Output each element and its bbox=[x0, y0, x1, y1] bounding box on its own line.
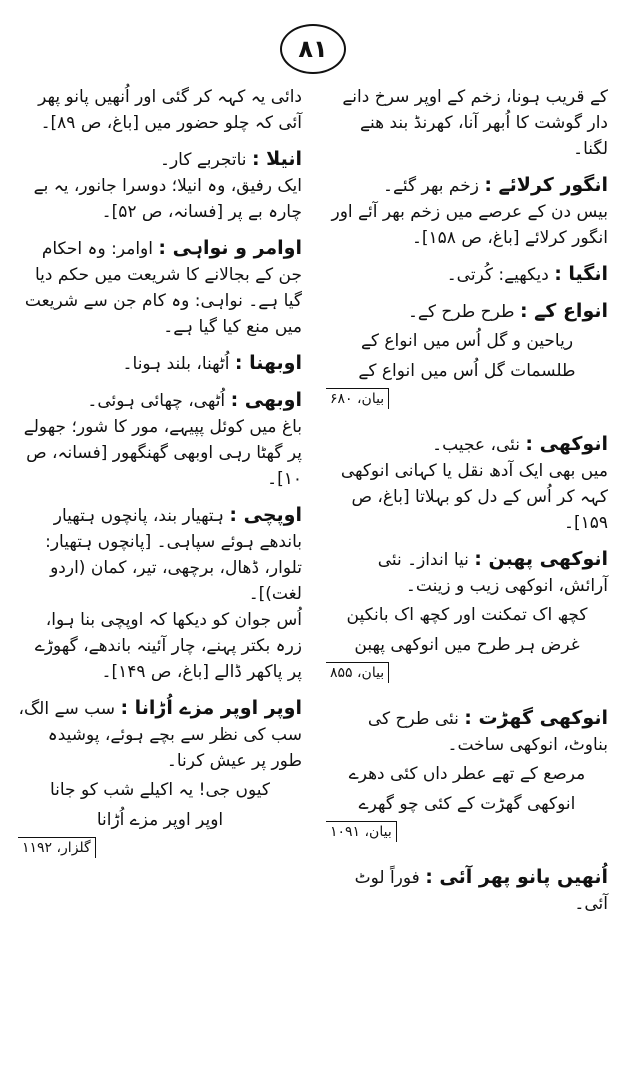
entry-definition: دائی یہ کہہ کر گئی اور اُنھیں پانو پھر آئی کہ چلو حضور میں [باغ، ص ۸۹]۔ bbox=[38, 87, 302, 133]
entry bbox=[326, 705, 608, 854]
entry-headword: انگیا : bbox=[554, 263, 608, 285]
entry bbox=[18, 235, 302, 340]
entry bbox=[326, 864, 608, 917]
source-citation: گلزار، ۱۱۹۲ bbox=[18, 837, 96, 858]
entry-definition: زخم بھر گئے۔ bbox=[382, 176, 479, 196]
verse-line: کیوں جی! یہ اکیلے شب کو جانا bbox=[49, 780, 271, 800]
entry-definition: اُٹھی، چھائی ہوئی۔ bbox=[87, 391, 226, 411]
entry-headword: انوکھی پھبن : bbox=[474, 548, 608, 570]
right-column bbox=[326, 84, 608, 927]
entry-example: میں بھی ایک آدھ نقل یا کہانی انوکھی کہہ کر اُس کے دل کو بہلاتا [باغ، ص ۱۵۹]۔ bbox=[340, 461, 608, 533]
page-number: ۸۱ bbox=[280, 24, 346, 74]
verse-line: غرض ہر طرح میں انوکھی پھبن bbox=[354, 635, 580, 655]
entry-headword: اوبھنا : bbox=[234, 352, 302, 374]
entry-headword: اوپچی : bbox=[229, 504, 302, 526]
entry-headword: انگور کرلائے : bbox=[484, 174, 608, 196]
entry-definition: فوراً لوٹ آئی۔ bbox=[354, 868, 608, 914]
entry-definition: نئی طرح کی بناوٹ، انوکھی ساخت۔ bbox=[367, 709, 608, 755]
entry-example: ایک رفیق، وہ انیلا؛ دوسرا جانور، یہ بے چارہ بے پر [فسانہ، ص ۵۲]۔ bbox=[33, 176, 302, 222]
entry-definition: کے قریب ہونا، زخم کے اوپر سرخ دانے دار گوشت کا اُبھر آنا، کھرنڈ بند ھنے لگنا۔ bbox=[342, 87, 608, 159]
entry-example: اُس جوان کو دیکھا کہ اوپچی بنا ہوا، زرہ بکتر پہنے، چار آئینہ باندھے، گھوڑے پر پاکھر ڈالے [باغ، ص ۱۴۹]۔ bbox=[34, 610, 302, 682]
entry bbox=[18, 146, 302, 225]
verse-line: مرصع کے تھے عطر داں کئی دھرے bbox=[348, 764, 586, 784]
entry bbox=[326, 261, 608, 288]
entry bbox=[326, 298, 608, 421]
entry-definition: اُٹھنا، بلند ہونا۔ bbox=[122, 354, 230, 374]
entry-headword: اوبھی : bbox=[230, 389, 302, 411]
entry bbox=[326, 546, 608, 695]
entry-definition: دیکھیے: کُرتی۔ bbox=[446, 265, 549, 285]
entry bbox=[326, 172, 608, 251]
entry bbox=[18, 84, 302, 136]
entry bbox=[18, 502, 302, 685]
entry bbox=[326, 84, 608, 162]
entry bbox=[18, 387, 302, 492]
entry-definition: اوامر: وہ احکام جن کے بجالانے کا شریعت میں حکم دیا گیا ہے۔ نواہی: وہ کام جن سے شریعت میں منع کیا گیا ہے۔ bbox=[24, 239, 302, 337]
entry bbox=[18, 350, 302, 377]
entry-definition: نئی، عجیب۔ bbox=[432, 435, 520, 455]
entry bbox=[18, 695, 302, 870]
source-citation: بیان، ۸۵۵ bbox=[326, 662, 389, 683]
entry-headword: اوپر اوپر مزے اُڑانا : bbox=[120, 697, 302, 719]
verse-line: ریاحین و گل اُس میں انواع کے bbox=[360, 331, 574, 351]
entry-headword: انواع کے : bbox=[519, 300, 608, 322]
entry-definition: نیا انداز۔ نئی آرائش، انوکھی زیب و زینت۔ bbox=[377, 550, 608, 596]
entry-headword: اُنھیں پانو پھر آئی : bbox=[425, 866, 608, 888]
entry-definition: سب سے الگ، سب کی نظر سے بچے ہوئے، پوشیدہ طور پر عیش کرنا۔ bbox=[18, 699, 302, 771]
verse-line: اوپر اوپر مزے اُڑانا bbox=[96, 810, 224, 830]
verse-line: کچھ اک تمکنت اور کچھ اک بانکپن bbox=[346, 605, 588, 625]
entry-definition: ناتجربے کار۔ bbox=[160, 150, 247, 170]
verse-line: انوکھی گھڑت کے کئی چو گھرے bbox=[358, 794, 576, 814]
entry-definition: ہتھیار بند، پانچوں ہتھیار باندھے ہوئے سپاہی۔ [پانچوں ہتھیار: تلوار، ڈھال، برچھی، تیر، کمان (اردو لغت)]۔ bbox=[45, 506, 302, 604]
entry-example: باغ میں کوئل پپیہے، مور کا شور؛ جھولے پر گھٹا رہی اوبھی گھنگھور [فسانہ، ص ۱۰]۔ bbox=[23, 417, 302, 489]
entry-headword: اوامر و نواہی : bbox=[158, 237, 302, 259]
entry-headword: انوکھی : bbox=[525, 433, 608, 455]
source-citation: بیان، ۱۰۹۱ bbox=[326, 821, 397, 842]
entry-headword: انوکھی گھڑت : bbox=[464, 707, 608, 729]
entry bbox=[326, 431, 608, 536]
entry-headword: انیلا : bbox=[251, 148, 302, 170]
entry-example: بیس دن کے عرصے میں زخم بھر آئے اور انگور کرلائے [باغ، ص ۱۵۸]۔ bbox=[331, 202, 608, 248]
source-citation: بیان، ۶۸۰ bbox=[326, 388, 389, 409]
verse-line: طلسمات گل اُس میں انواع کے bbox=[358, 361, 576, 381]
left-column bbox=[18, 84, 302, 880]
entry-definition: طرح طرح کے۔ bbox=[407, 302, 515, 322]
